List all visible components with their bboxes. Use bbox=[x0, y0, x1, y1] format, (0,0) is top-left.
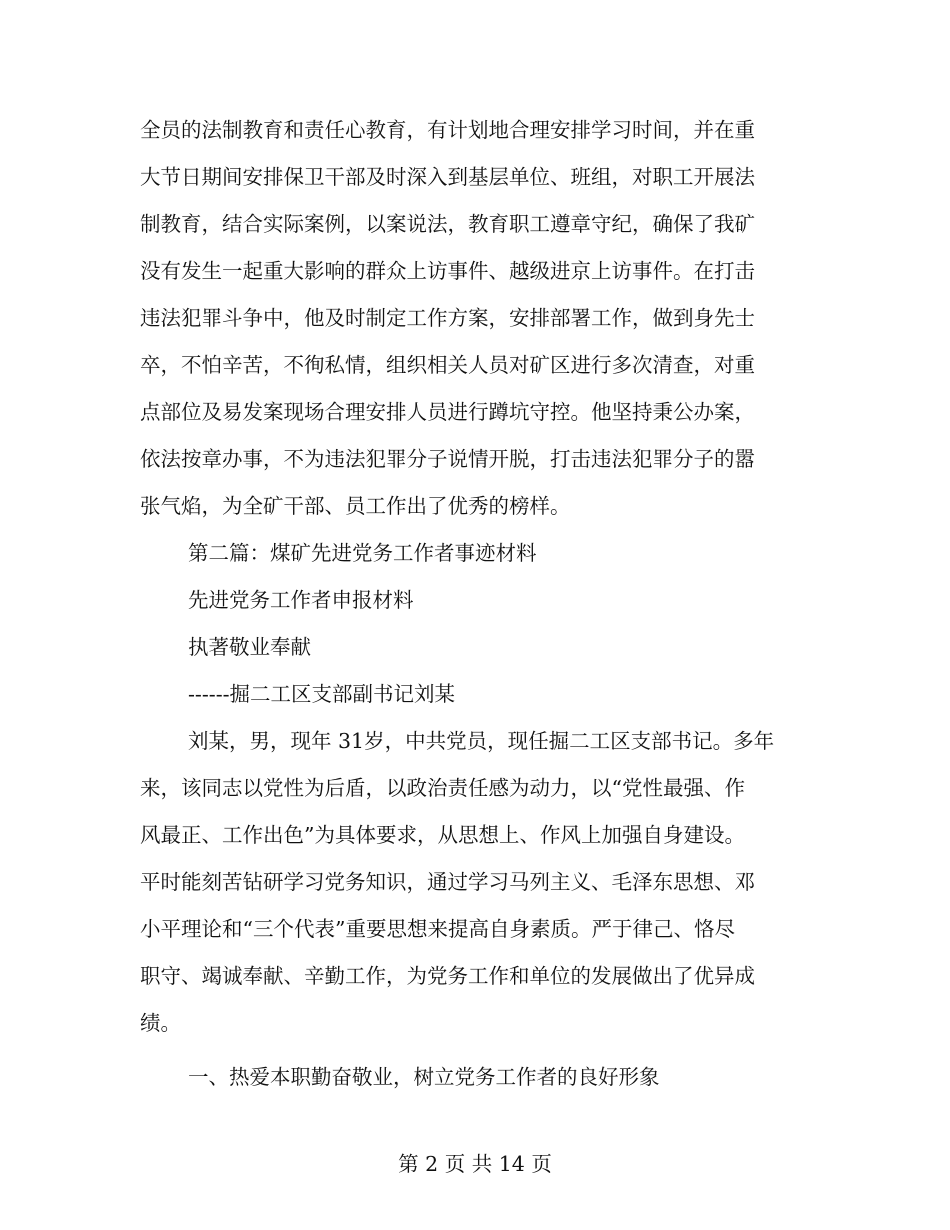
body-line: 大节日期间安排保卫干部及时深入到基层单位、班组，对职工开展法 bbox=[140, 165, 755, 189]
document-title: 先进党务工作者申报材料 bbox=[188, 588, 414, 612]
body-line: 来，该同志以党性为后盾，以政治责任感为动力，以“党性最强、作 bbox=[140, 776, 745, 800]
body-line: 点部位及易发案现场合理安排人员进行蹲坑守控。他坚持秉公办案， bbox=[140, 400, 755, 424]
section-heading: 一、热爱本职勤奋敬业，树立党务工作者的良好形象 bbox=[188, 1065, 660, 1089]
document-subtitle: 执著敬业奉献 bbox=[188, 635, 311, 659]
body-line: 违法犯罪斗争中，他及时制定工作方案，安排部署工作，做到身先士 bbox=[140, 306, 755, 330]
body-line: 绩。 bbox=[140, 1011, 181, 1035]
body-line: 风最正、工作出色”为具体要求，从思想上、作风上加强自身建设。 bbox=[140, 823, 745, 847]
body-line: 小平理论和“三个代表”重要思想来提高自身素质。严于律己、恪尽 bbox=[140, 917, 735, 941]
body-line: 职守、竭诚奉献、辛勤工作，为党务工作和单位的发展做出了优异成 bbox=[140, 964, 755, 988]
body-line: 刘某，男，现年 31岁，中共党员，现任掘二工区支部书记。多年 bbox=[188, 729, 775, 753]
author-line: ------掘二工区支部副书记刘某 bbox=[188, 682, 456, 706]
section-title: 第二篇：煤矿先进党务工作者事迹材料 bbox=[188, 541, 537, 565]
body-line: 全员的法制教育和责任心教育，有计划地合理安排学习时间，并在重 bbox=[140, 118, 755, 142]
body-line: 依法按章办事，不为违法犯罪分子说情开脱，打击违法犯罪分子的嚣 bbox=[140, 447, 755, 471]
body-line: 张气焰，为全矿干部、员工作出了优秀的榜样。 bbox=[140, 494, 571, 518]
body-line: 没有发生一起重大影响的群众上访事件、越级进京上访事件。在打击 bbox=[140, 259, 755, 283]
body-line: 平时能刻苦钻研学习党务知识，通过学习马列主义、毛泽东思想、邓 bbox=[140, 870, 755, 894]
page-number-footer: 第 2 页 共 14 页 bbox=[398, 1152, 552, 1176]
body-line: 卒，不怕辛苦，不徇私情，组织相关人员对矿区进行多次清查，对重 bbox=[140, 353, 755, 377]
body-line: 制教育，结合实际案例，以案说法，教育职工遵章守纪，确保了我矿 bbox=[140, 212, 755, 236]
